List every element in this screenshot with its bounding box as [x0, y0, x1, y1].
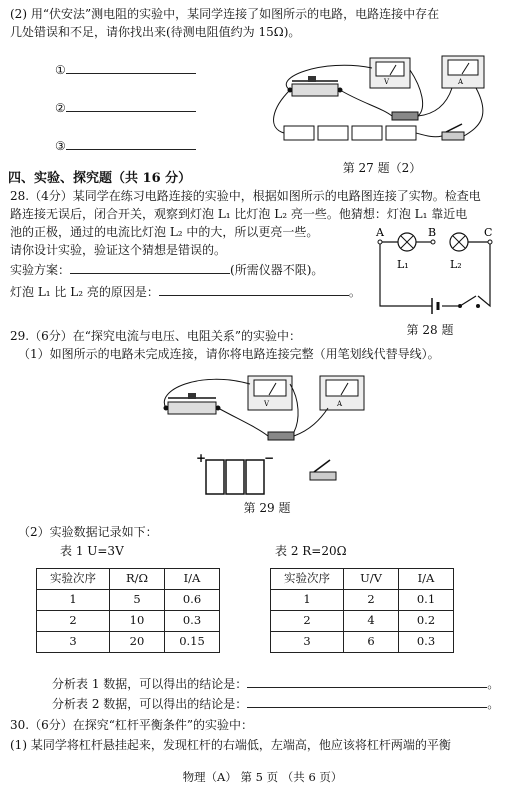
answer-blank[interactable] — [66, 149, 196, 150]
page-footer: 物理（A） 第 5 页 （共 6 页） — [182, 770, 343, 784]
reason-label: 灯泡 L₁ 比 L₂ 亮的原因是： — [10, 285, 159, 299]
table-cell: 3 — [271, 632, 344, 653]
table-header-cell: R/Ω — [110, 569, 165, 590]
q29-part1: （1）如图所示的电路未完成连接，请你将电路连接完整（用笔划线代替导线）。 — [18, 347, 440, 361]
analysis2-label: 分析表 2 数据，可以得出的结论是： — [52, 697, 248, 711]
switch-icon — [442, 124, 464, 140]
section4-title: 四、实验、探究题（共 16 分） — [8, 171, 192, 186]
q28-line3: 池的正极，通过的电流比灯泡 L₂ 中的大，所以更亮一些。 — [10, 225, 319, 239]
analysis1-label: 分析表 1 数据，可以得出的结论是： — [52, 677, 248, 691]
resistor-icon — [392, 112, 418, 120]
svg-text:−: − — [264, 451, 275, 465]
q27-answer-2 — [55, 100, 196, 116]
q29-line1: 29.（6分）在“探究电流与电压、电阻关系”的实验中： — [10, 329, 301, 343]
table-cell: 6 — [344, 632, 399, 653]
battery-symbol — [432, 298, 438, 314]
table-row — [37, 632, 220, 653]
lamp-l2-label: L₂ — [450, 258, 462, 271]
table-row — [271, 632, 454, 653]
table-cell: 0.2 — [399, 611, 454, 632]
answer-blank[interactable] — [66, 111, 196, 112]
item-marker: ② — [55, 101, 66, 115]
table-cell: 0.1 — [399, 590, 454, 611]
table-cell: 20 — [110, 632, 165, 653]
table-cell: 0.15 — [165, 632, 220, 653]
plan-blank[interactable] — [70, 273, 230, 274]
svg-text:+: + — [196, 451, 207, 465]
table2 — [270, 568, 454, 653]
table-row — [271, 590, 454, 611]
q28-plan — [10, 262, 323, 278]
battery-pack-icon — [196, 451, 274, 494]
battery-icon — [284, 126, 416, 140]
q27-circuit-figure — [262, 48, 522, 158]
q29-analysis2 — [52, 696, 499, 712]
table-cell: 2 — [344, 590, 399, 611]
voltmeter-icon — [248, 376, 292, 410]
table-header-cell: I/A — [165, 569, 220, 590]
plan-note: (所需仪器不限)。 — [230, 263, 324, 277]
table-header-cell: I/A — [399, 569, 454, 590]
table-cell: 0.6 — [165, 590, 220, 611]
rheostat-icon — [288, 76, 343, 96]
q28-line1: 28.（4分）某同学在练习电路连接的实验中，根据如图所示的电路图连接了实物。检查电 — [10, 189, 481, 203]
q27-answer-3 — [55, 138, 196, 154]
voltmeter-icon — [370, 58, 410, 88]
item-marker: ① — [55, 63, 66, 77]
table1-title: 表 1 U=3V — [60, 544, 124, 558]
table2-title: 表 2 R=20Ω — [275, 544, 347, 558]
item-marker: ③ — [55, 139, 66, 153]
table-header-cell: U/V — [344, 569, 399, 590]
table-row — [37, 590, 220, 611]
table-header-row — [37, 569, 220, 590]
table-row — [37, 611, 220, 632]
rheostat-icon — [164, 393, 221, 414]
table-cell: 10 — [110, 611, 165, 632]
ammeter-label: A — [458, 78, 464, 86]
q30-line2: (1) 某同学将杠杆悬挂起来，发现杠杆的右端低，左端高，他应该将杠杆两端的平衡 — [10, 738, 451, 752]
q29-part2: （2）实验数据记录如下： — [18, 525, 158, 539]
q29-circuit-figure — [150, 370, 400, 500]
ammeter-label: A — [337, 400, 343, 408]
table-cell: 2 — [37, 611, 110, 632]
table-header-cell: 实验次序 — [37, 569, 110, 590]
lamp-l1-label: L₁ — [397, 258, 409, 271]
point-b-label: B — [428, 226, 437, 239]
q27-line2: 几处错误和不足，请你找出来(待测电阻值约为 15Ω)。 — [10, 25, 301, 39]
table-row — [271, 611, 454, 632]
q30-line1: 30.（6分）在探究“杠杆平衡条件”的实验中： — [10, 718, 253, 732]
table-cell: 0.3 — [399, 632, 454, 653]
analysis2-blank[interactable] — [247, 707, 487, 708]
q27-line1: (2) 用“伏安法”测电阻的实验中，某同学连接了如图所示的电路，电路连接中存在 — [10, 7, 440, 21]
q27-caption: 第 27 题（2） — [342, 161, 422, 175]
resistor-icon — [268, 432, 294, 440]
table-cell: 5 — [110, 590, 165, 611]
q29-caption: 第 29 题 — [243, 501, 291, 515]
q29-analysis1 — [52, 676, 499, 692]
q28-schematic — [370, 226, 500, 326]
reason-blank[interactable] — [159, 295, 349, 296]
table-cell: 1 — [271, 590, 344, 611]
ammeter-icon — [442, 56, 484, 88]
analysis1-blank[interactable] — [247, 687, 487, 688]
analysis1-end: 。 — [487, 677, 500, 691]
table-header-cell: 实验次序 — [271, 569, 344, 590]
answer-blank[interactable] — [66, 73, 196, 74]
q28-line4: 请你设计实验，验证这个猜想是错误的。 — [10, 243, 227, 257]
plan-label: 实验方案： — [10, 263, 71, 277]
table-cell: 2 — [271, 611, 344, 632]
analysis2-end: 。 — [487, 697, 500, 711]
point-c-label: C — [484, 226, 493, 239]
table-cell: 0.3 — [165, 611, 220, 632]
point-a-label: A — [376, 226, 384, 239]
switch-icon — [310, 460, 336, 480]
switch-symbol — [458, 296, 480, 308]
voltmeter-label: V — [264, 400, 270, 408]
q28-caption: 第 28 题 — [406, 323, 454, 337]
table-cell: 4 — [344, 611, 399, 632]
ammeter-icon — [320, 376, 364, 410]
table-header-row — [271, 569, 454, 590]
reason-end: 。 — [348, 285, 361, 299]
lamp-l2-icon — [450, 233, 468, 251]
voltmeter-label: V — [384, 78, 390, 86]
q28-reason — [10, 284, 361, 300]
table-cell: 3 — [37, 632, 110, 653]
q27-answer-1 — [55, 62, 196, 78]
table-cell: 1 — [37, 590, 110, 611]
table1 — [36, 568, 220, 653]
q28-line2: 路连接无误后，闭合开关，观察到灯泡 L₁ 比灯泡 L₂ 亮一些。他猜想：灯泡 L₁ 靠近电 — [10, 207, 468, 221]
lamp-l1-icon — [398, 233, 416, 251]
